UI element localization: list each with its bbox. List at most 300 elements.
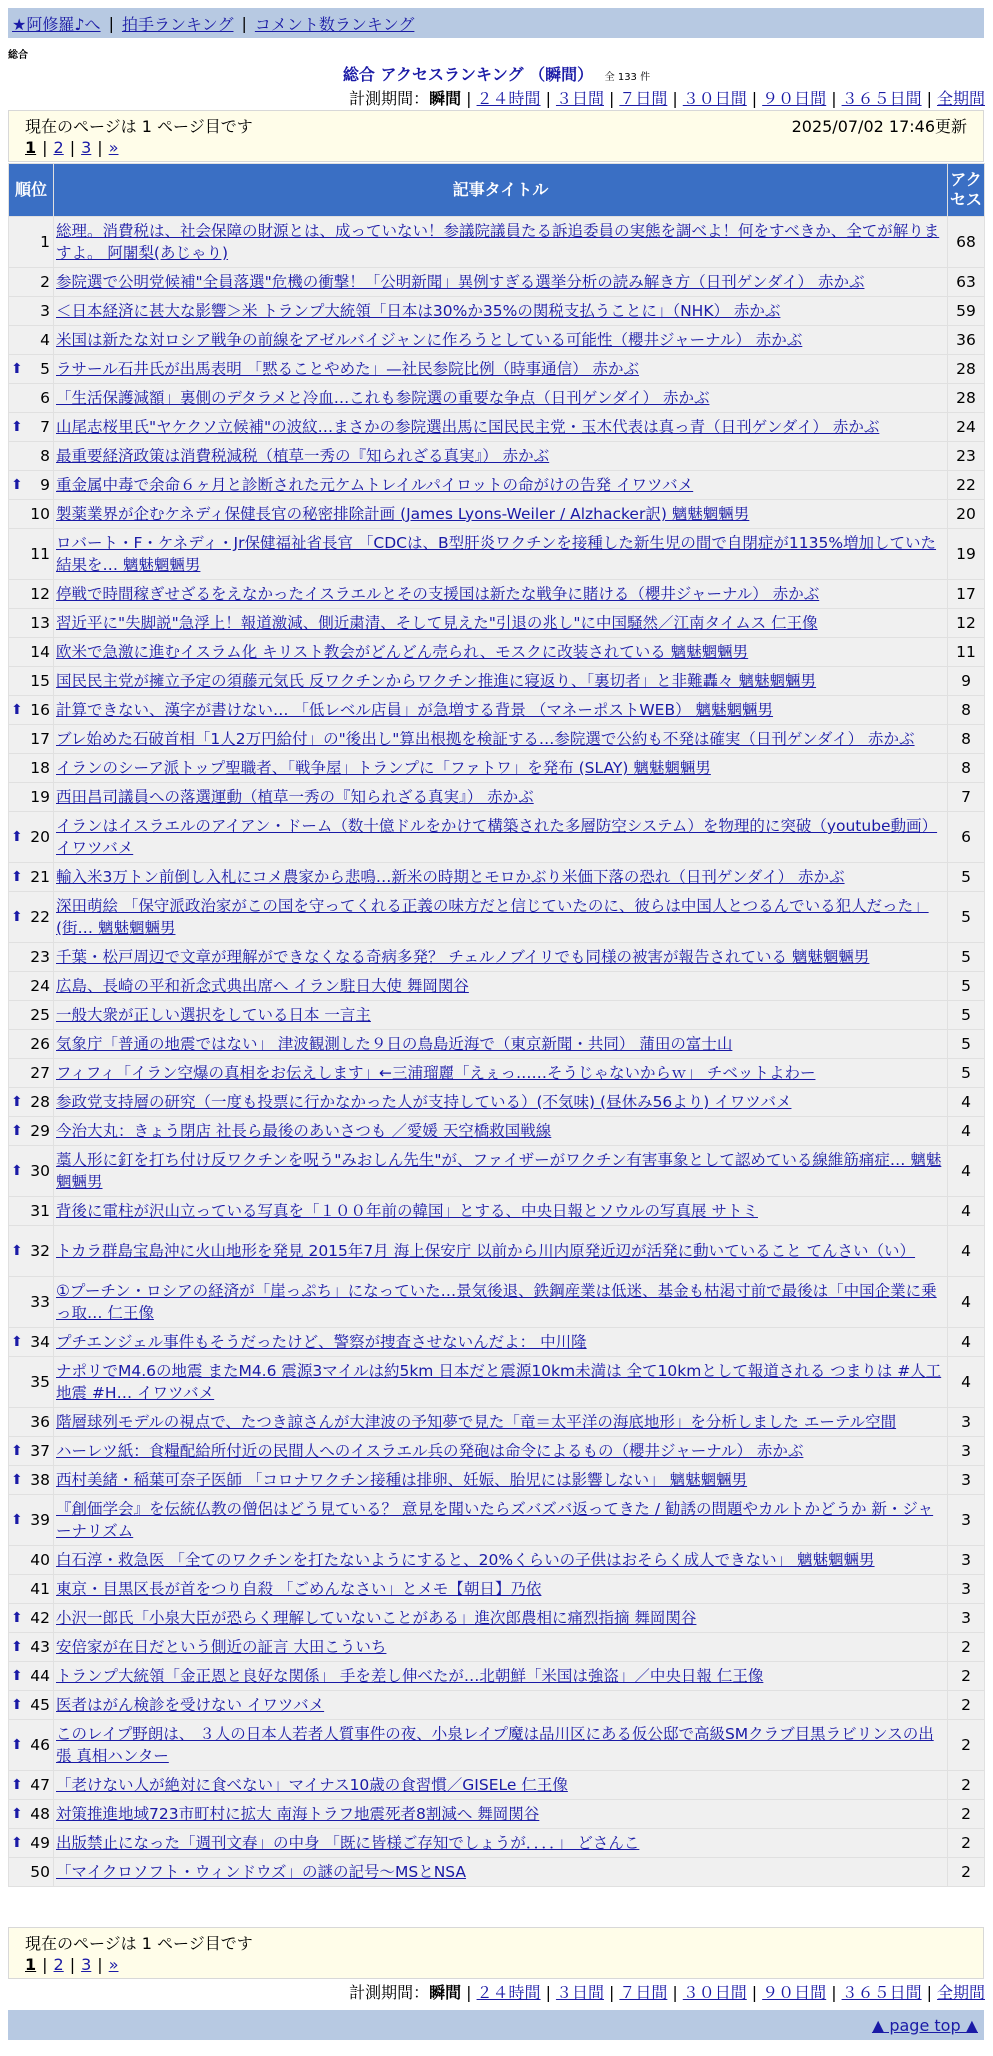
title-cell (54, 1466, 947, 1494)
access-count: 8 (948, 754, 984, 782)
arrow-up-icon: ⬆ (11, 1094, 23, 1110)
article-link[interactable]: 広島、長崎の平和祈念式典出席へ イラン駐日大使 舞岡関谷 (56, 977, 469, 995)
rank-number: 21 (30, 868, 50, 886)
title-cell (54, 1001, 947, 1029)
rank-number: 31 (30, 1202, 50, 1220)
rank-number: 9 (40, 476, 50, 494)
article-link[interactable]: 藁人形に釘を打ち付け反ワクチンを呪う"みおしん先生"が、ファイザーがワクチン有害事象として認めている線維筋痛症… 魑魅魍魎男 (56, 1151, 942, 1191)
access-count: 5 (948, 1030, 984, 1058)
access-count: 4 (948, 1226, 984, 1276)
article-link[interactable]: 「マイクロソフト・ウィンドウズ」の謎の記号～MSとNSA (56, 1863, 467, 1881)
table-row (9, 217, 984, 267)
title-cell (54, 413, 947, 441)
article-link[interactable]: 医者はがん検診を受けない イワツバメ (56, 1696, 325, 1714)
access-count: 4 (948, 1328, 984, 1356)
title-cell (54, 1059, 947, 1087)
period-separator: | (545, 1983, 551, 2002)
period-option[interactable]: ３６５日間 (841, 89, 922, 108)
title-cell (54, 268, 947, 296)
period-option[interactable]: ３日間 (555, 1983, 604, 2002)
period-separator: | (926, 89, 932, 108)
period-option[interactable]: ７日間 (619, 1983, 668, 2002)
rank-cell (9, 1357, 53, 1407)
article-link[interactable]: 総理。消費税は、社会保障の財源とは、成っていない！参議院議員たる訴追委員の実態を調べよ！何をすべきか、全てが解りますよ。 阿闍梨(あじゃり) (56, 222, 940, 262)
article-link[interactable]: 『創価学会』を伝統仏教の僧侶はどう見ている？ 意見を聞いたらズバズバ返ってきた / 勧誘の問題やカルトかどうか 新・ジャーナリズム (56, 1500, 934, 1540)
article-link[interactable]: 計算できない、漢字が書けない… 「低レベル店員」が急増する背景 （マネーポストWEB） 魑魅魍魎男 (56, 701, 774, 719)
page-link: 1 (25, 1954, 37, 1974)
footer-bar (8, 2010, 984, 2040)
rank-cell (9, 217, 53, 267)
table-row (9, 1720, 984, 1770)
access-count: 24 (948, 413, 984, 441)
title-cell (54, 696, 947, 724)
rank-number: 17 (30, 730, 50, 748)
access-count: 4 (948, 1277, 984, 1327)
title-cell (54, 1277, 947, 1327)
article-link[interactable]: イランはイスラエルのアイアン・ドーム（数十億ドルをかけて構築された多層防空システム）を物理的に突破（youtube動画） イワツバメ (56, 817, 938, 857)
title-cell (54, 1633, 947, 1661)
access-count: 23 (948, 442, 984, 470)
rank-cell (9, 754, 53, 782)
table-row (9, 413, 984, 441)
rank-cell (9, 1771, 53, 1799)
page-link[interactable]: 3 (81, 1954, 92, 1974)
page-separator: | (97, 137, 103, 157)
article-link[interactable]: ロバート・F・ケネディ・Jr保健福祉省長官 「CDCは、B型肝炎ワクチンを接種した新生児の間で自閉症が1135%増加していた結果を… 魑魅魍魎男 (56, 534, 937, 574)
article-link[interactable]: 習近平に"失脚説"急浮上！報道激減、側近粛清、そして見えた"引退の兆し"に中国騒然／江南タイムス 仁王像 (56, 614, 818, 632)
article-link[interactable]: フィフィ「イラン空爆の真相をお伝えします」←三浦瑠麗「えぇっ……そうじゃないからｗ」 チベットよわー (56, 1064, 816, 1082)
access-count: 8 (948, 696, 984, 724)
article-link[interactable]: ハーレツ紙：食糧配給所付近の民間人へのイスラエル兵の発砲は命令によるもの（櫻井ジャーナル） 赤かぶ (56, 1442, 804, 1460)
page-separator: | (97, 1954, 103, 1974)
title-cell (54, 1858, 947, 1886)
period-option[interactable]: ２４時間 (476, 1983, 541, 2002)
article-link[interactable]: 小沢一郎氏「小泉大臣が恐らく理解していないことがある」進次郎農相に痛烈指摘 舞岡関谷 (56, 1609, 697, 1627)
article-link[interactable]: イランのシーア派トップ聖職者、「戦争屋」トランプに「ファトワ」を発布 (SLAY) 魑魅魍魎男 (56, 759, 711, 777)
table-row (9, 1829, 984, 1857)
page-separator: | (69, 137, 76, 157)
table-row (9, 863, 984, 891)
rank-cell (9, 812, 53, 862)
article-link[interactable]: 輸入米3万トン前倒し入札にコメ農家から悲鳴…新米の時期とモロかぶり米価下落の恐れ（日刊ゲンダイ） 赤かぶ (56, 868, 845, 886)
arrow-up-icon: ⬆ (11, 1472, 23, 1488)
article-link[interactable]: 最重要経済政策は消費税減税（植草一秀の『知られざる真実』） 赤かぶ (56, 447, 550, 465)
period-option[interactable]: ７日間 (619, 89, 668, 108)
article-link[interactable]: ラサール石井氏が出馬表明 「黙ることやめた」—社民参院比例（時事通信） 赤かぶ (56, 360, 640, 378)
table-row (9, 1495, 984, 1545)
title-cell (54, 1197, 947, 1225)
article-link[interactable]: ＜日本経済に甚大な影響＞米 トランプ大統領「日本は30%か35%の関税支払うことに」（NHK） 赤かぶ (56, 302, 781, 320)
title-cell (54, 725, 947, 753)
rank-number: 48 (30, 1805, 50, 1823)
article-link[interactable]: トカラ群島宝島沖に火山地形を発見 2015年7月 海上保安庁 以前から川内原発近辺が活発に動いていること てんさい（い） (56, 1242, 916, 1260)
table-row (9, 972, 984, 1000)
article-link[interactable]: 西村美緒・稲葉可奈子医師 「コロナワクチン接種は排卵、妊娠、胎児には影響しない」 魑魅魍魎男 (56, 1471, 748, 1489)
title-cell (54, 1117, 947, 1145)
home-link[interactable]: ★阿修羅♪へ (12, 14, 101, 34)
access-count: 2 (948, 1829, 984, 1857)
rank-cell (9, 1800, 53, 1828)
arrow-up-icon: ⬆ (11, 1334, 23, 1350)
title-cell (54, 297, 947, 325)
rank-cell (9, 413, 53, 441)
table-row (9, 384, 984, 412)
table-row (9, 1146, 984, 1196)
rank-number: 46 (30, 1736, 50, 1754)
rank-number: 49 (30, 1834, 50, 1852)
article-link[interactable]: ①プーチン・ロシアの経済が「崖っぷち」になっていた…景気後退、鉄鋼産業は低迷、基金も枯渇寸前で最後は「中国企業に乗っ取… 仁王像 (56, 1282, 937, 1322)
rank-number: 32 (30, 1242, 50, 1260)
rank-cell (9, 580, 53, 608)
page-link[interactable]: » (108, 1954, 119, 1974)
rank-cell (9, 943, 53, 971)
article-link[interactable]: ナポリでM4.6の地震 またM4.6 震源3マイルは約5km 日本だと震源10km未満は 全て10kmとして報道される つまりは #人工地震 #H… イワツバメ (56, 1362, 942, 1402)
pagination-bottom (8, 1927, 984, 1979)
period-option[interactable]: 全期間 (936, 89, 985, 108)
rank-number: 50 (30, 1863, 50, 1881)
period-option[interactable]: ２４時間 (476, 89, 541, 108)
rank-cell (9, 384, 53, 412)
page-link[interactable]: 2 (53, 1954, 64, 1974)
rank-number: 40 (30, 1551, 50, 1569)
rank-cell (9, 1466, 53, 1494)
rank-cell (9, 1633, 53, 1661)
article-link[interactable]: 背後に電柱が沢山立っている写真を「１００年前の韓国」とする、中央日報とソウルの写真展 サトミ (56, 1202, 758, 1220)
page-link[interactable]: 2 (53, 137, 64, 157)
article-link[interactable]: 東京・目黒区長が首をつり自殺 「ごめんなさい」とメモ【朝日】乃依 (56, 1580, 542, 1598)
access-count: 63 (948, 268, 984, 296)
title-cell (54, 943, 947, 971)
access-count: 7 (948, 783, 984, 811)
table-row (9, 943, 984, 971)
article-link[interactable]: 米国は新たな対ロシア戦争の前線をアゼルバイジャンに作ろうとしている可能性（櫻井ジャーナル） 赤かぶ (56, 331, 803, 349)
arrow-up-icon: ⬆ (11, 829, 23, 845)
access-count: 3 (948, 1408, 984, 1436)
article-link[interactable]: 一般大衆が正しい選択をしている日本 一言主 (56, 1006, 371, 1024)
article-link[interactable]: 製薬業界が企むケネディ保健長官の秘密排除計画 (James Lyons-Weiler / Alzhacker訳) 魑魅魍魎男 (56, 505, 750, 523)
period-option[interactable]: ９０日間 (762, 89, 827, 108)
article-link[interactable]: 重金属中毒で余命６ヶ月と診断された元ケムトレイルパイロットの命がけの告発 イワツバメ (56, 476, 694, 494)
article-link[interactable]: このレイプ野朗は、 ３人の日本人若者人質事件の夜、小泉レイプ魔は品川区にある仮公邸で高級SMクラブ目黒ラビリンスの出張 真相ハンター (56, 1725, 934, 1765)
rank-cell (9, 1001, 53, 1029)
rank-cell (9, 1197, 53, 1225)
top-nav-bar (8, 8, 984, 38)
arrow-up-icon: ⬆ (11, 1737, 23, 1753)
rank-number: 3 (40, 302, 50, 320)
rank-number: 1 (40, 233, 50, 251)
rank-number: 42 (30, 1609, 50, 1627)
rank-cell (9, 892, 53, 942)
page-separator: | (42, 1954, 48, 1974)
period-option[interactable]: ３０日間 (682, 89, 747, 108)
article-link[interactable]: 山尾志桜里氏"ヤケクソ立候補"の波紋…まさかの参院選出馬に国民民主党・玉木代表は真っ青（日刊ゲンダイ） 赤かぶ (56, 418, 880, 436)
rank-number: 15 (30, 672, 50, 690)
table-row (9, 1575, 984, 1603)
access-count: 19 (948, 529, 984, 579)
title-cell (54, 1800, 947, 1828)
period-separator: | (831, 89, 837, 108)
rank-cell (9, 1328, 53, 1356)
access-count: 17 (948, 580, 984, 608)
arrow-up-icon: ⬆ (11, 419, 23, 435)
article-link[interactable]: 参院選で公明党候補"全員落選"危機の衝撃！「公明新聞」異例すぎる選挙分析の読み解き方（日刊ゲンダイ） 赤かぶ (56, 273, 865, 291)
nav-separator: | (108, 13, 114, 33)
comment-ranking-link[interactable]: コメント数ランキング (254, 14, 415, 34)
article-link[interactable]: 「生活保護減額」裏側のデタラメと冷血…これも参院選の重要な争点（日刊ゲンダイ） 赤かぶ (56, 389, 710, 407)
page-top-link[interactable]: ▲ page top ▲ (871, 2015, 978, 2035)
rank-cell (9, 1408, 53, 1436)
arrow-up-icon: ⬆ (11, 1512, 23, 1528)
rank-number: 2 (40, 273, 50, 291)
article-link[interactable]: 欧米で急激に進むイスラム化 キリスト教会がどんどん売られ、モスクに改装されている 魑魅魍魎男 (56, 643, 749, 661)
title-cell (54, 1771, 947, 1799)
rank-cell (9, 326, 53, 354)
rank-number: 45 (30, 1696, 50, 1714)
article-link[interactable]: 階層球列モデルの視点で、たつき諒さんが大津波の予知夢で見た「竜＝太平洋の海底地形」を分析しました エーテル空間 (56, 1413, 897, 1431)
title-cell (54, 1328, 947, 1356)
article-link[interactable]: 国民民主党が擁立予定の須藤元気氏 反ワクチンからワクチン推進に寝返り、「裏切者」と非難轟々 魑魅魍魎男 (56, 672, 817, 690)
period-option[interactable]: ９０日間 (762, 1983, 827, 2002)
title-cell (54, 972, 947, 1000)
arrow-up-icon: ⬆ (11, 1163, 23, 1179)
title-cell (54, 355, 947, 383)
access-count: 3 (948, 1495, 984, 1545)
table-row (9, 442, 984, 470)
access-count: 2 (948, 1662, 984, 1690)
period-separator: | (545, 89, 551, 108)
access-count: 3 (948, 1575, 984, 1603)
rank-cell (9, 1662, 53, 1690)
rank-number: 19 (30, 788, 50, 806)
period-option[interactable]: ３日間 (555, 89, 604, 108)
access-count: 6 (948, 812, 984, 862)
rank-number: 41 (30, 1580, 50, 1598)
rank-cell (9, 696, 53, 724)
article-link[interactable]: 安倍家が在日だという側近の証言 大田こういち (56, 1638, 387, 1656)
rank-number: 18 (30, 759, 50, 777)
period-separator: | (751, 89, 758, 108)
access-count: 28 (948, 355, 984, 383)
rank-number: 10 (30, 505, 50, 523)
rank-number: 30 (30, 1162, 50, 1180)
table-row (9, 471, 984, 499)
table-row (9, 529, 984, 579)
period-separator: | (926, 1983, 932, 2002)
rank-number: 22 (30, 908, 50, 926)
nav-separator: | (241, 13, 247, 33)
period-separator: | (466, 1983, 472, 2002)
access-count: 11 (948, 638, 984, 666)
table-row (9, 1357, 984, 1407)
rank-cell (9, 471, 53, 499)
article-link[interactable]: ブレ始めた石破首相「1人2万円給付」の"後出し"算出根拠を検証する…参院選で公約も不発は確実（日刊ゲンダイ） 赤かぶ (56, 730, 915, 748)
page-link[interactable]: » (108, 137, 119, 157)
title-cell (54, 892, 947, 942)
access-count: 28 (948, 384, 984, 412)
table-row (9, 355, 984, 383)
access-count: 5 (948, 1059, 984, 1087)
title-cell (54, 1030, 947, 1058)
rank-number: 24 (30, 977, 50, 995)
title-cell (54, 326, 947, 354)
article-link[interactable]: トランプ大統領「金正恩と良好な関係」 手を差し伸べたが…北朝鮮「米国は強盗」／中央日報 仁王像 (56, 1667, 764, 1685)
rank-cell (9, 1858, 53, 1886)
arrow-up-icon: ⬆ (11, 1668, 23, 1684)
arrow-up-icon: ⬆ (11, 1443, 23, 1459)
access-count: 2 (948, 1800, 984, 1828)
title-cell (54, 1691, 947, 1719)
table-row (9, 1088, 984, 1116)
updated-timestamp: 2025/07/02 17:46更新 (791, 116, 967, 136)
access-count: 3 (948, 1546, 984, 1574)
period-selector-bottom (349, 1980, 985, 2003)
access-count: 3 (948, 1466, 984, 1494)
rank-number: 12 (30, 585, 50, 603)
period-separator: | (831, 1983, 837, 2002)
rank-cell (9, 1226, 53, 1276)
table-row (9, 609, 984, 637)
rank-cell (9, 1691, 53, 1719)
rank-number: 38 (30, 1471, 50, 1489)
article-link[interactable]: プチエンジェル事件もそうだったけど、警察が捜査させないんだよ： 中川隆 (56, 1333, 587, 1351)
rank-number: 28 (30, 1093, 50, 1111)
period-option: 瞬間 (429, 89, 462, 108)
rank-number: 7 (40, 418, 50, 436)
period-separator: | (466, 89, 472, 108)
title-header: 記事タイトル (54, 164, 947, 216)
table-row (9, 1328, 984, 1356)
access-count: 3 (948, 1437, 984, 1465)
table-row (9, 725, 984, 753)
table-row (9, 297, 984, 325)
title-cell (54, 1604, 947, 1632)
period-separator: | (608, 1983, 615, 2002)
article-link[interactable]: 対策推進地域723市町村に拡大 南海トラフ地震死者8割減へ 舞岡関谷 (56, 1805, 540, 1823)
access-count: 5 (948, 972, 984, 1000)
article-link[interactable]: 停戦で時間稼ぎせざるをえなかったイスラエルとその支援国は新たな戦争に賭ける（櫻井ジャーナル） 赤かぶ (56, 585, 820, 603)
table-row (9, 1633, 984, 1661)
access-count: 2 (948, 1771, 984, 1799)
page-links (25, 1953, 967, 1975)
period-option[interactable]: ３６５日間 (841, 1983, 922, 2002)
period-option[interactable]: 全期間 (936, 1983, 985, 2002)
rank-number: 25 (30, 1006, 50, 1024)
table-row (9, 1604, 984, 1632)
page-title-line (0, 62, 993, 85)
table-row (9, 1059, 984, 1087)
page-separator: | (69, 1954, 76, 1974)
access-count: 4 (948, 1146, 984, 1196)
article-link[interactable]: 参政党支持層の研究（一度も投票に行かなかった人が支持している）(不気味) (昼休み56より) イワツバメ (56, 1093, 792, 1111)
page-separator: | (42, 137, 48, 157)
table-row (9, 1408, 984, 1436)
access-count: 9 (948, 667, 984, 695)
arrow-up-icon: ⬆ (11, 361, 23, 377)
table-row (9, 1277, 984, 1327)
rank-number: 44 (30, 1667, 50, 1685)
rank-number: 8 (40, 447, 50, 465)
rank-number: 26 (30, 1035, 50, 1053)
page-links (25, 136, 967, 158)
arrow-up-icon: ⬆ (11, 1610, 23, 1626)
access-count: 2 (948, 1691, 984, 1719)
article-link[interactable]: 今治大丸：きょう閉店 社長ら最後のあいさつも ／愛媛 天空橋救国戦線 (56, 1122, 552, 1140)
rank-cell (9, 725, 53, 753)
rank-cell (9, 1720, 53, 1770)
rank-cell (9, 268, 53, 296)
title-cell (54, 1408, 947, 1436)
rank-cell (9, 500, 53, 528)
rank-cell (9, 355, 53, 383)
rank-cell (9, 1059, 53, 1087)
article-link[interactable]: 出版禁止になった「週刊文春」の中身 「既に皆様ご存知でしょうが．．．．」 どさんこ (56, 1834, 640, 1852)
arrow-up-icon: ⬆ (11, 1806, 23, 1822)
title-cell (54, 471, 947, 499)
category-label: 総合 (8, 50, 28, 61)
table-row (9, 754, 984, 782)
title-cell (54, 1495, 947, 1545)
article-link[interactable]: 「老けない人が絶対に食べない」マイナス10歳の食習慣／GISELe 仁王像 (56, 1776, 568, 1794)
access-count: 5 (948, 863, 984, 891)
rank-cell (9, 1030, 53, 1058)
arrow-up-icon: ⬆ (11, 1835, 23, 1851)
page-link[interactable]: 3 (81, 137, 92, 157)
title-cell (54, 384, 947, 412)
rank-number: 23 (30, 948, 50, 966)
rank-number: 43 (30, 1638, 50, 1656)
rank-number: 13 (30, 614, 50, 632)
pagination-top (8, 110, 984, 162)
page-title: 総合 アクセスランキング （瞬間） (342, 65, 594, 84)
period-separator: | (608, 89, 615, 108)
article-link[interactable]: 千葉・松戸周辺で文章が理解ができなくなる奇病多発？ チェルノブイリでも同様の被害が報告されている 魑魅魍魎男 (56, 948, 870, 966)
rank-cell (9, 863, 53, 891)
article-link[interactable]: 深田萌絵 「保守派政治家がこの国を守ってくれる正義の味方だと信じていたのに、彼らは中国人とつるんでいる犯人だった」(街… 魑魅魍魎男 (56, 897, 929, 937)
access-count: 5 (948, 892, 984, 942)
arrow-up-icon: ⬆ (11, 869, 23, 885)
table-row (9, 580, 984, 608)
arrow-up-icon: ⬆ (11, 1123, 23, 1139)
title-cell (54, 783, 947, 811)
clap-ranking-link[interactable]: 拍手ランキング (121, 14, 234, 34)
title-cell (54, 1357, 947, 1407)
rank-cell (9, 1546, 53, 1574)
total-count: 全 133 件 (604, 72, 651, 83)
title-cell (54, 500, 947, 528)
access-count: 36 (948, 326, 984, 354)
rank-number: 37 (30, 1442, 50, 1460)
article-link[interactable]: 西田昌司議員への落選運動（植草一秀の『知られざる真実』） 赤かぶ (56, 788, 534, 806)
rank-number: 5 (40, 360, 50, 378)
article-link[interactable]: 気象庁「普通の地震ではない」 津波観測した９日の鳥島近海で（東京新聞・共同） 蒲田の富士山 (56, 1035, 733, 1053)
title-cell (54, 529, 947, 579)
rank-cell (9, 667, 53, 695)
rank-cell (9, 1146, 53, 1196)
period-label: 計測期間： (349, 1983, 430, 2002)
table-row (9, 1662, 984, 1690)
title-cell (54, 217, 947, 267)
period-option[interactable]: ３０日間 (682, 1983, 747, 2002)
title-cell (54, 1662, 947, 1690)
rank-cell (9, 1829, 53, 1857)
title-cell (54, 580, 947, 608)
table-row (9, 1437, 984, 1465)
article-link[interactable]: 白石淳・救急医 「全てのワクチンを打たないようにすると、20%くらいの子供はおそらく成人できない」 魑魅魍魎男 (56, 1551, 875, 1569)
table-row (9, 1691, 984, 1719)
rank-number: 11 (30, 545, 50, 563)
table-row (9, 1546, 984, 1574)
rank-cell (9, 1495, 53, 1545)
